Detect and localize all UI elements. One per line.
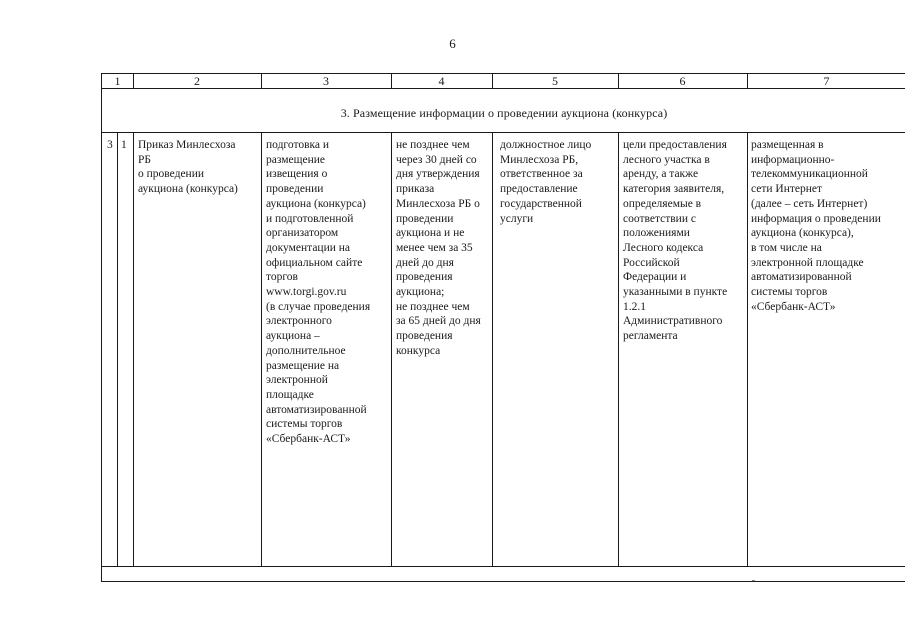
column-header-1: 1 [114, 74, 121, 88]
column-divider [747, 132, 748, 566]
decision-criteria-cell: цели предоставления лесного участка в аренду, а также категория заявителя, определяемые в соответствии с положениями Лесного кодекса Российской Федерации и указанными в пункте 1.2.1 Административного регламента [623, 139, 728, 343]
procedure-table [101, 73, 905, 582]
table-bottom-border [102, 581, 905, 582]
column-header-4: 4 [438, 74, 445, 88]
column-header-6: 6 [679, 74, 686, 88]
column-header-2: 2 [194, 74, 200, 88]
page-number: 6 [449, 36, 456, 51]
column-header-7: 7 [823, 74, 830, 88]
section-row-divider [102, 132, 905, 133]
item-number-cell: 1 [121, 139, 127, 151]
column-divider [133, 132, 134, 566]
column-divider [261, 132, 262, 566]
responsible-official-cell: должностное лицо Минлесхоза РБ, ответственное за предоставление государственной услуги [500, 139, 592, 225]
result-cell: размещенная в информационно- телекоммуникационной сети Интернет (далее – сеть Интернет) информация о проведении аукциона (конкурса), в том числе на электронной площадке автоматизированной системы торгов «Сбербанк-АСТ» [751, 139, 881, 313]
column-divider [391, 132, 392, 566]
section-title: 3. Размещение информации о проведении аукциона (конкурса) [340, 106, 668, 120]
action-content-cell: подготовка и размещение извещения о проведении аукциона (конкурса) и подготовленной организатором документации на официальном сайте торгов www.torgi.gov.ru (в случае проведения электронного аукциона – дополнительное размещение на электронной площадке автоматизированной системы торгов «Сбербанк-АСТ» [266, 139, 371, 446]
header-row-divider [102, 88, 905, 89]
column-header-3: 3 [323, 74, 329, 88]
column-divider [117, 132, 118, 566]
column-header-5: 5 [552, 74, 558, 88]
section-number-cell: 3 [107, 139, 113, 151]
deadline-cell: не позднее чем через 30 дней со дня утверждения приказа Минлесхоза РБ о проведении аукциона и не менее чем за 35 дней до дня проведения аукциона; не позднее чем за 65 дней до дня проведения конкурса [396, 139, 481, 357]
column-divider [618, 132, 619, 566]
basis-document-cell: Приказ Минлесхоза РБ о проведении аукциона (конкурса) [138, 139, 238, 196]
row-bottom-divider [102, 566, 905, 567]
column-divider [492, 132, 493, 566]
scan-speck [752, 580, 755, 581]
